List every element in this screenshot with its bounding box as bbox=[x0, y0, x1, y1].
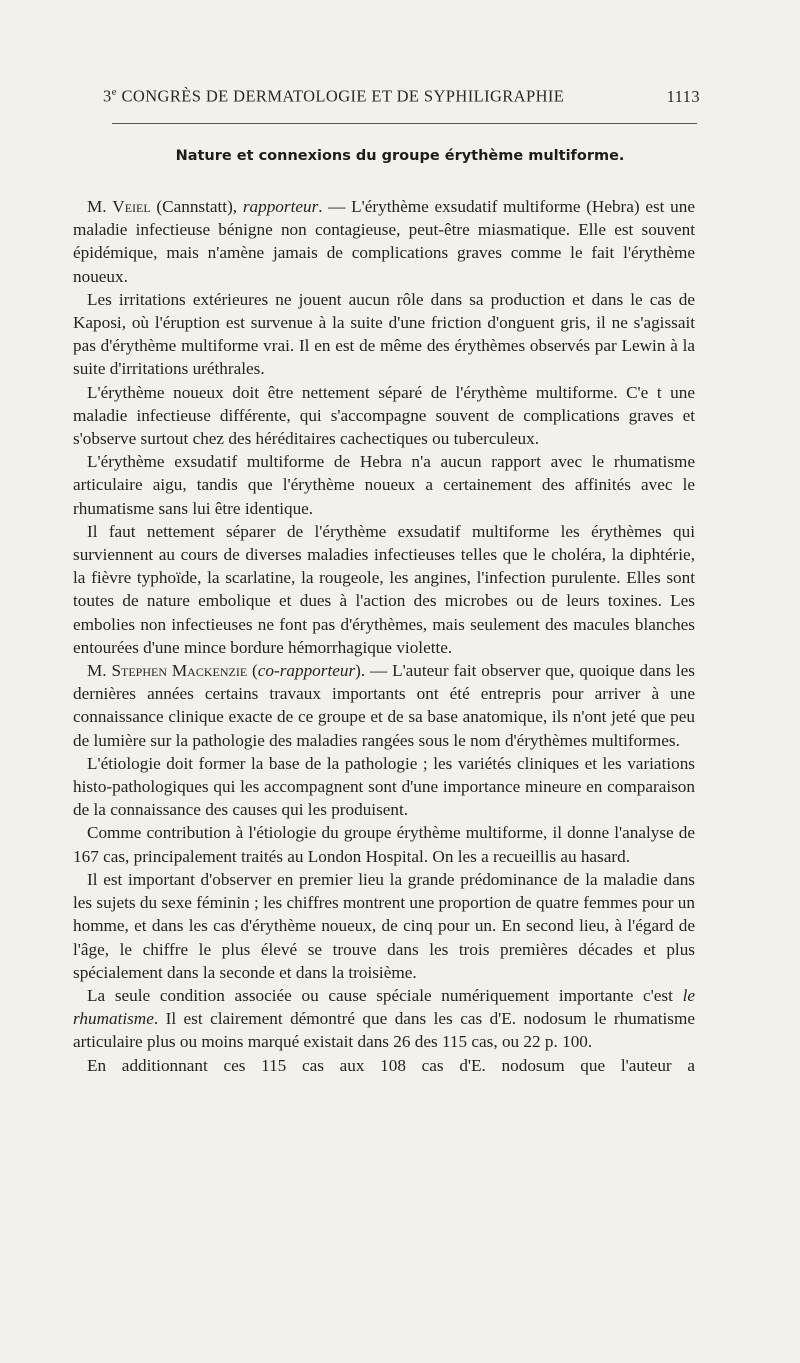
paragraph: L'étiologie doit former la base de la pathologie ; les variétés cliniques et les variations histo-pathologiques qui les accompagnent sont d'une importance mineure en comparaison de la connaissance des causes qui les produisent. bbox=[73, 753, 695, 820]
author-role: rapporteur bbox=[242, 197, 319, 216]
paragraph-mackenzie: M. Stephen Mackenzie (co-rapporteur). — L'auteur fait observer que, quoique dans les dernières années certains travaux importants ont été entrepris pour arriver à une connaissance clinique exacte de ce groupe et de sa base anatomique, ils n'ont jeté que peu de lumière sur la pathologie des maladies rangées sous le nom d'érythèmes multiformes. bbox=[73, 661, 695, 750]
author-role: co-rapporteur bbox=[257, 661, 356, 681]
page-number: 1113 bbox=[666, 86, 700, 106]
paragraph: Les irritations extérieures ne jouent aucun rôle dans sa production et dans le cas de Kaposi, où l'éruption est survenue à la suite d'une friction d'onguent gris, il ne s'agissait pas d'érythème multiforme vrai. Il en est de même des érythèmes observés par Lewin à la suite d'irritations uréthrales. bbox=[73, 289, 695, 379]
running-head-title: 3e CONGRÈS DE DERMATOLOGIE ET DE SYPHILIGRAPHIE bbox=[103, 86, 565, 106]
header-rule bbox=[112, 123, 697, 124]
emphasis: le rhumatisme bbox=[73, 985, 695, 1029]
paragraph-veiel: M. Veiel (Cannstatt), rapporteur. — L'érythème exsudatif multiforme (Hebra) est une maladie infectieuse bénigne non contagieuse, peut-être miasmatique. Elle est souvent épidémique, mais n'amène jamais de complications graves comme le fait l'érythème noueux. bbox=[73, 197, 695, 286]
paragraph: Il est important d'observer en premier lieu la grande prédominance de la maladie dans les sujets du sexe féminin ; les chiffres montrent une proportion de quatre femmes pour un homme, et dans les cas d'érythème noueux, de cinq pour un. En second lieu, à l'égard de l'âge, le chiffre le plus élevé se trouve dans les trois premières décades et plus spécialement dans la seconde et dans la troisième. bbox=[73, 869, 695, 982]
paragraph-rheumatism: La seule condition associée ou cause spéciale numériquement importante c'est le rhumatisme. Il est clairement démontré que dans les cas d'E. nodosum le rhumatisme articulaire plus ou moins marqué existait dans 26 des 115 cas, ou 22 p. 100. bbox=[73, 985, 695, 1052]
paragraph: L'érythème noueux doit être nettement séparé de l'érythème multiforme. C'e t une maladie infectieuse différente, qui s'accompagne souvent de complications graves et s'observe surtout chez des héréditaires cachectiques ou tuberculeux. bbox=[73, 382, 695, 449]
author-name: Stephen Mackenzie bbox=[111, 661, 248, 681]
paragraph: Comme contribution à l'étiologie du groupe érythème multiforme, il donne l'analyse de 167 cas, principalement traités au London Hospital. On les a recueillis au hasard. bbox=[73, 823, 695, 866]
author-name: Veiel bbox=[112, 197, 151, 216]
paragraph: L'érythème exsudatif multiforme de Hebra n'a aucun rapport avec le rhumatisme articulaire aigu, tandis que l'érythème noueux a certainement des affinités avec le rhumatisme sans lui être identique. bbox=[73, 452, 695, 518]
paragraph: Il faut nettement séparer de l'érythème exsudatif multiforme les érythèmes qui surviennent au cours de diverses maladies infectieuses telles que le choléra, la diphtérie, la fièvre typhoïde, la scarlatine, la rougeole, les angines, l'infection purulente. Elles sont toutes de nature embolique et dues à l'action des microbes ou de leurs toxines. Les embolies non infectieuses ne font pas d'érythèmes, mais seulement des macules blanches entourées d'une mince bordure hémorrhagique violette. bbox=[73, 521, 695, 657]
running-head bbox=[103, 86, 700, 107]
paragraph: En additionnant ces 115 cas aux 108 cas d'E. nodosum que l'auteur a bbox=[87, 1055, 695, 1075]
body-text bbox=[73, 195, 695, 1077]
section-title: Nature et connexions du groupe érythème multiforme. bbox=[175, 148, 625, 164]
